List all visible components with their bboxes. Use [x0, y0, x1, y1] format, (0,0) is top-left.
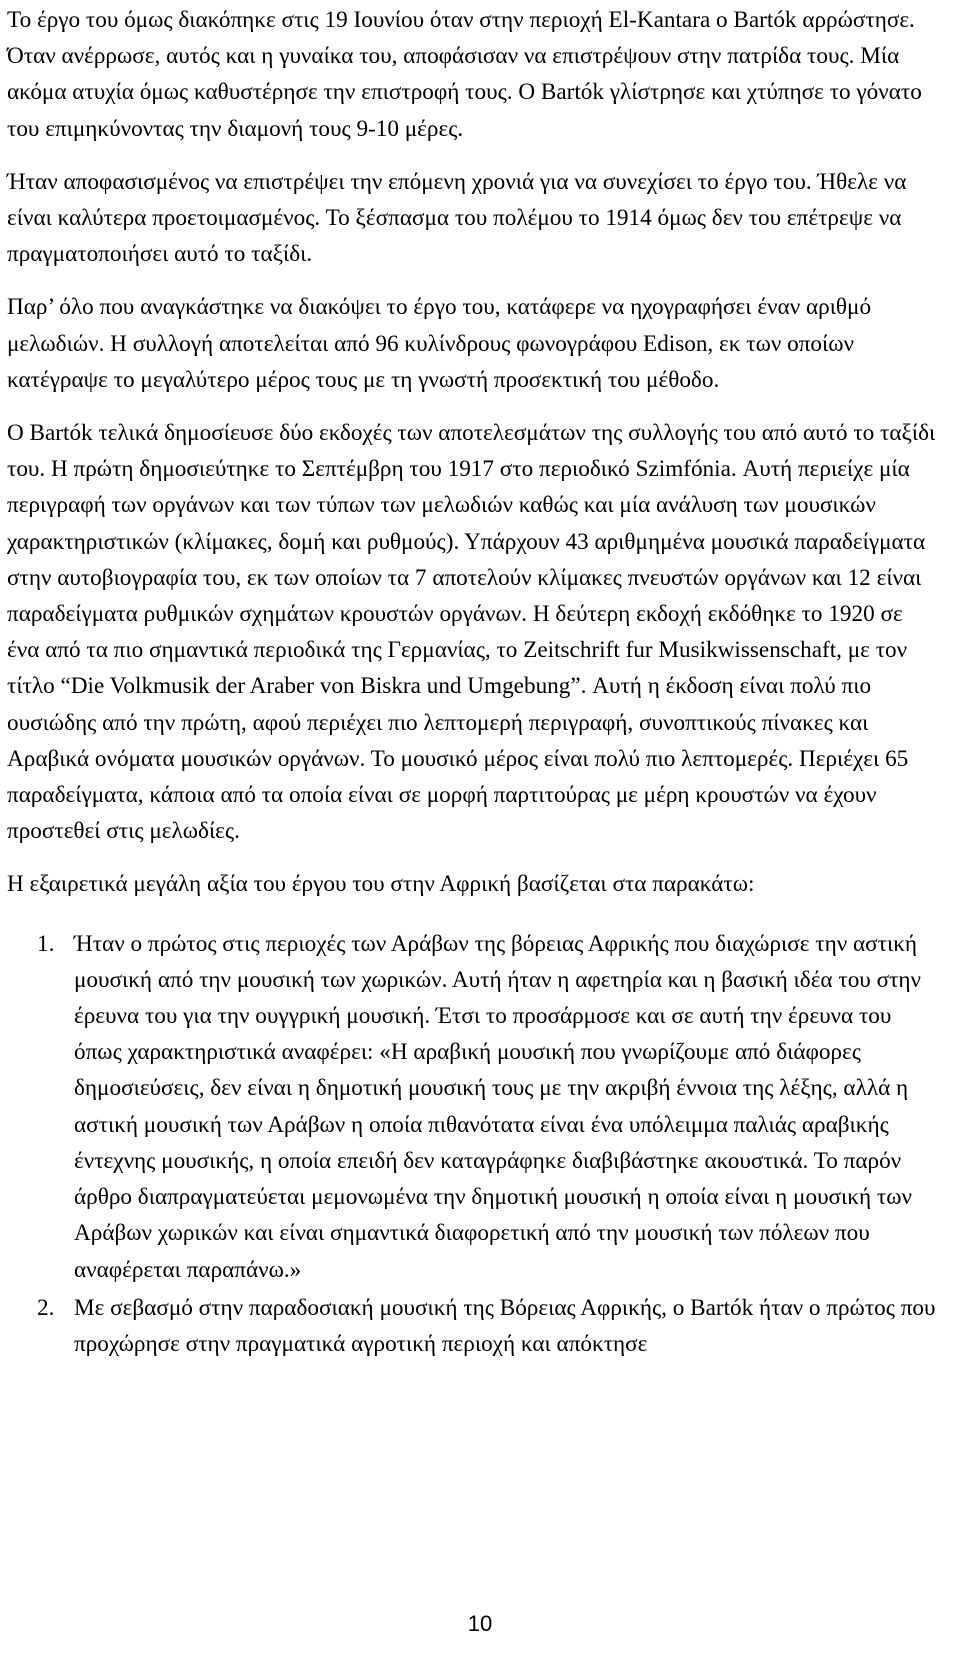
list-item [7, 1290, 937, 1362]
paragraph-illness: Το έργο του όμως διακόπηκε στις 19 Ιουνίου όταν στην περιοχή El-Kantara ο Bartók αρρώστησε. Όταν ανέρρωσε, αυτός και η γυναίκα του, αποφάσισαν να επιστρέψουν στην πατρίδα τους. Μία ακόμα ατυχία όμως καθυστέρησε την επιστροφή τους. Ο Bartók γλίστρησε και χτύπησε το γόνατο του επιμηκύνοντας την διαμονή τους 9-10 μέρες. [7, 7, 922, 142]
list-item [7, 926, 937, 1288]
list-item-text: Ήταν ο πρώτος στις περιοχές των Αράβων της βόρειας Αφρικής που διαχώρισε την αστική μουσική από την μουσική των χωρικών. Αυτή ήταν η αφετηρία και η βασική ιδέα του στην έρευνα του για την ουγγρική μουσική. Έτσι το προσάρμοσε και σε αυτή την έρευνα του όπως χαρακτηριστικά αναφέρει: «Η αραβική μουσική που γνωρίζουμε από διάφορες δημοσιεύσεις, δεν είναι η δημοτική μουσική τους με την ακριβή έννοια της λέξης, αλλά η αστική μουσική των Αράβων η οποία πιθανότατα είναι ένα υπόλειμμα παλιάς αραβικής έντεχνης μουσικής, η οποία επειδή δεν καταγράφηκε διαβιβάστηκε ακουστικά. Το παρόν άρθρο διαπραγματεύεται μεμονωμένα την δημοτική μουσική η οποία είναι η μουσική των Αράβων χωρικών και είναι σημαντικά διαφορετική από την μουσική των πόλεων που αναφέρεται παραπάνω.» [74, 930, 921, 1283]
list-item-number: 1. [37, 930, 55, 957]
paragraph-return-plans: Ήταν αποφασισμένος να επιστρέψει την επόμενη χρονιά για να συνεχίσει το έργο του. Ήθελε να είναι καλύτερα προετοιμασμένος. Το ξέσπασμα του πολέμου το 1914 όμως δεν του επέτρεψε να πραγματοποιήσει αυτό το ταξίδι. [7, 168, 907, 268]
body-text [7, 2, 937, 1364]
paragraph-publications: Ο Bartók τελικά δημοσίευσε δύο εκδοχές των αποτελεσμάτων της συλλογής του από αυτό το ταξίδι του. Η πρώτη δημοσιεύτηκε το Σεπτέμβρη του 1917 στο περιοδικό Szimfónia. Αυτή περιείχε μία περιγραφή των οργάνων και των τύπων των μελωδιών καθώς και μία ανάλυση των μουσικών χαρακτηριστικών (κλίμακες, δομή και ρυθμούς). Υπάρχουν 43 αριθμημένα μουσικά παραδείγματα στην αυτοβιογραφία του, εκ των οποίων τα 7 αποτελούν κλίμακες πνευστών οργάνων και 12 είναι παραδείγματα ρυθμικών σχημάτων κρουστών οργάνων. Η δεύτερη εκδοχή εκδόθηκε το 1920 σε ένα από τα πιο σημαντικά περιοδικά της Γερμανίας, το Zeitschrift fur Musikwissenschaft, με τον τίτλο “Die Volkmusik der Araber von Biskra und Umgebung”. Αυτή η έκδοση είναι πολύ πιο ουσιώδης από την πρώτη, αφού περιέχει πιο λεπτομερή περιγραφή, συνοπτικούς πίνακες και Αραβικά ονόματα μουσικών οργάνων. Το μουσικό μέρος είναι πολύ πιο λεπτομερές. Περιέχει 65 παραδείγματα, κάποια από τα οποία είναι σε μορφή παρτιτούρας με μέρη κρουστών να έχουν προστεθεί στις μελωδίες. [7, 420, 936, 845]
list-item-text: Με σεβασμό στην παραδοσιακή μουσική της Βόρειας Αφρικής, ο Bartók ήταν ο πρώτος που προχώρησε στην πραγματικά αγροτική περιοχή και απόκτησε [74, 1294, 936, 1357]
list-item-number: 2. [37, 1294, 55, 1321]
paragraph-value-intro: Η εξαιρετικά μεγάλη αξία του έργου του στην Αφρική βασίζεται στα παρακάτω: [7, 871, 755, 898]
page-number: 10 [467, 1611, 493, 1636]
paragraph-recordings: Παρ’ όλο που αναγκάστηκε να διακόψει το έργο του, κατάφερε να ηχογραφήσει έναν αριθμό μελωδιών. Η συλλογή αποτελείται από 96 κυλίνδρους φωνογράφου Edison, εκ των οποίων κατέγραψε το μεγαλύτερο μέρος τους με τη γνωστή προσεκτική του μέθοδο. [7, 294, 872, 393]
numbered-list [7, 926, 937, 1362]
